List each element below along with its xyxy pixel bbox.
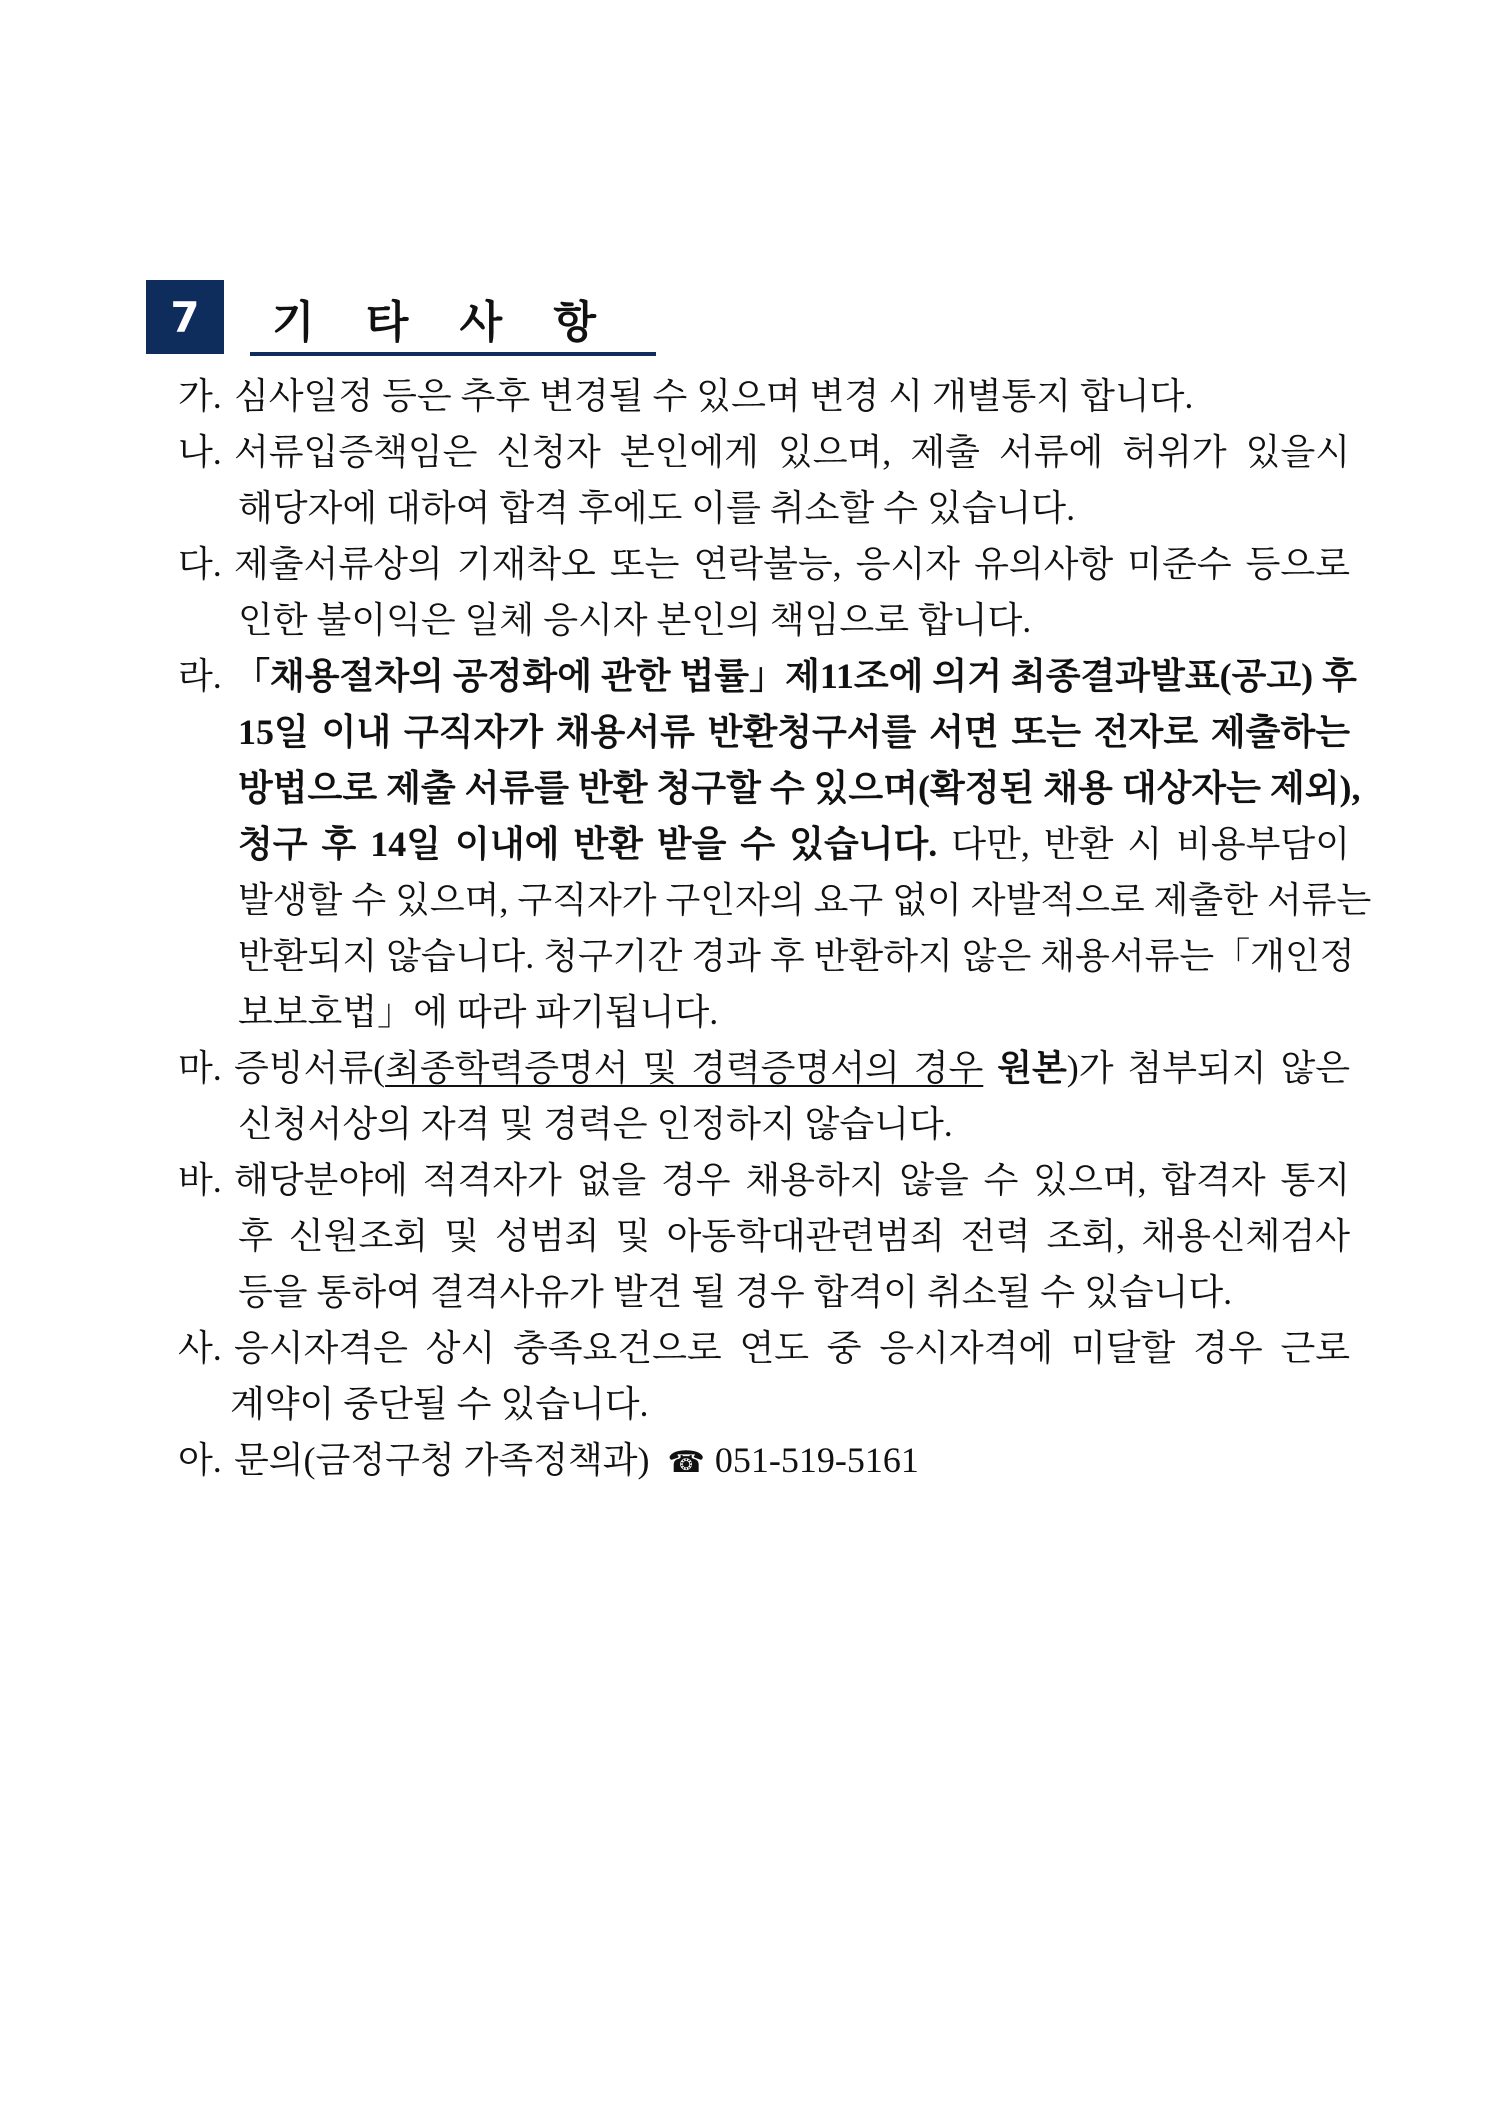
section-title: 기 타 사 항 [272,297,614,348]
item-text: 제출서류상의 기재착오 또는 연락불능, 응시자 유의사항 미준수 등으로 [234,544,1350,584]
item-marker: 마. [178,1048,222,1088]
item-text: 심사일정 등은 추후 변경될 수 있으며 변경 시 개별통지 합니다. [234,376,1194,416]
contact-label: 문의(금정구청 가족정책과) [234,1440,650,1480]
list-item-ma [178,1040,1350,1152]
section-header [146,280,656,356]
item-text: 응시자격은 상시 충족요건으로 연도 중 응시자격에 미달할 경우 근로 [234,1328,1350,1368]
item-marker: 나. [178,432,222,472]
item-text: 계약이 중단될 수 있습니다. [230,1384,649,1424]
item-text: 다만, 반환 시 비용부담이 [937,824,1350,864]
item-text: )가 첨부되지 않은 [1066,1048,1351,1088]
item-text: 방법으로 제출 서류를 반환 청구할 수 있으며(확정된 채용 대상자는 제외), [238,768,1361,808]
item-text: 15일 이내 구직자가 채용서류 반환청구서를 서면 또는 전자로 제출하는 [238,712,1350,752]
list-item-ga [178,368,1350,424]
list-item-a [178,1432,1350,1488]
item-text: 증빙서류( [234,1048,386,1088]
item-marker: 다. [178,544,222,584]
contact-phone: 051-519-5161 [714,1440,919,1480]
item-text-bold: 원본 [997,1048,1067,1088]
item-text: 인한 불이익은 일체 응시자 본인의 책임으로 합니다. [238,600,1032,640]
item-text: 해당분야에 적격자가 없을 경우 채용하지 않을 수 있으며, 합격자 통지 [234,1160,1350,1200]
item-text: 서류입증책임은 신청자 본인에게 있으며, 제출 서류에 허위가 있을시 [234,432,1350,472]
item-text: 보보호법」에 따라 파기됩니다. [238,992,719,1032]
list-item-na [178,424,1350,536]
item-text-underlined: 최종학력증명서 및 경력증명서의 경우 [385,1048,984,1088]
section-title-underline [250,352,656,356]
list-item-da [178,536,1350,648]
notice-list [178,368,1372,1488]
list-item-sa [178,1320,1350,1432]
item-marker: 가. [178,376,222,416]
item-text: 발생할 수 있으며, 구직자가 구인자의 요구 없이 자발적으로 제출한 서류는 [238,880,1372,920]
telephone-icon: ☎ [667,1445,705,1480]
list-item-ra [178,648,1372,1040]
item-text: 후 신원조회 및 성범죄 및 아동학대관련범죄 전력 조회, 채용신체검사 [238,1216,1350,1256]
item-text: 반환되지 않습니다. 청구기간 경과 후 반환하지 않은 채용서류는「개인정 [238,936,1355,976]
item-text: 등을 통하여 결격사유가 발견 될 경우 합격이 취소될 수 있습니다. [238,1272,1233,1312]
item-marker: 사. [178,1328,222,1368]
item-text-bold: 청구 후 14일 이내에 반환 받을 수 있습니다. [238,824,938,864]
item-marker: 아. [178,1440,222,1480]
item-text: 신청서상의 자격 및 경력은 인정하지 않습니다. [238,1104,953,1144]
item-text: 해당자에 대하여 합격 후에도 이를 취소할 수 있습니다. [238,488,1076,528]
item-marker: 바. [178,1160,222,1200]
list-item-ba [178,1152,1350,1320]
item-marker: 라. [178,656,222,696]
section-number: 7 [146,280,224,354]
item-text: 「채용절차의 공정화에 관한 법률」제11조에 의거 최종결과발표(공고) 후 [234,656,1357,696]
